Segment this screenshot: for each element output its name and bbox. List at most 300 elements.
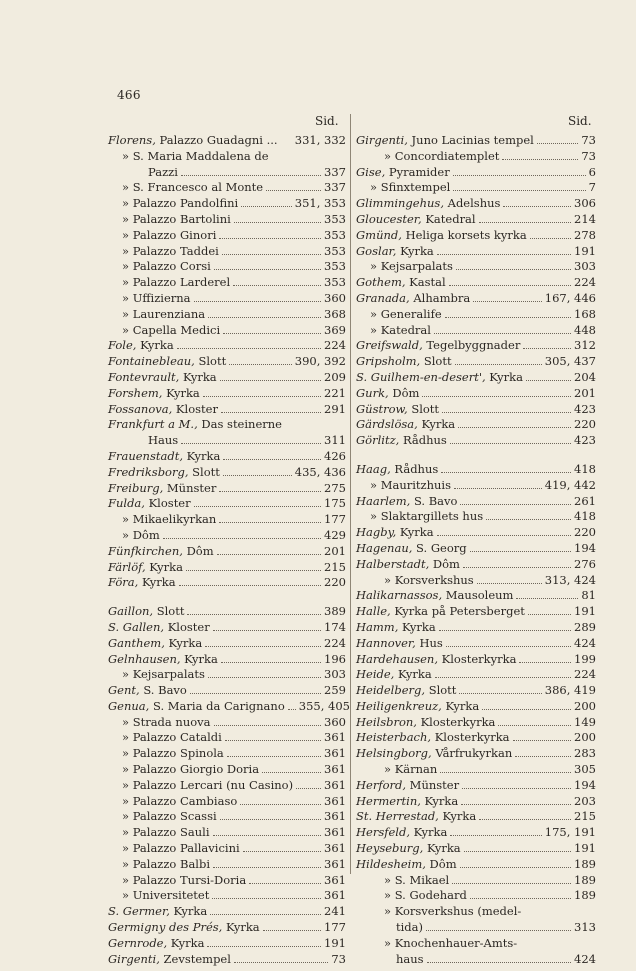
leader-dots bbox=[515, 755, 571, 757]
leader-dots bbox=[445, 316, 571, 318]
leader-dots bbox=[220, 818, 321, 820]
page-reference: 200 bbox=[574, 698, 596, 713]
page-reference: 386, 419 bbox=[544, 683, 596, 698]
index-entry bbox=[356, 904, 596, 920]
leader-dots bbox=[479, 221, 571, 223]
leader-dots bbox=[442, 411, 571, 413]
page-reference: 199 bbox=[574, 651, 596, 666]
index-subject: » Kejsarpalats bbox=[122, 667, 205, 682]
index-subject: » Knochenhauer-Amts- bbox=[384, 935, 518, 950]
index-term bbox=[384, 873, 449, 889]
leader-dots bbox=[519, 661, 571, 663]
leader-dots bbox=[456, 268, 571, 270]
index-entry bbox=[108, 133, 346, 149]
leader-dots bbox=[229, 363, 292, 365]
page-reference: 81 bbox=[581, 588, 596, 603]
index-subject: Kyrka bbox=[180, 651, 218, 666]
index-place: S. Germer, bbox=[108, 904, 170, 919]
index-place: Fredriksborg, bbox=[108, 464, 189, 479]
index-place: S. Gallen, bbox=[108, 619, 165, 634]
index-subject: Kloster bbox=[172, 401, 218, 416]
index-place: Freiburg, bbox=[108, 480, 164, 495]
index-term bbox=[370, 509, 483, 525]
index-subject: Dôm bbox=[429, 556, 460, 571]
page-reference: 278 bbox=[574, 227, 596, 242]
index-term bbox=[356, 370, 523, 386]
index-entry bbox=[356, 936, 596, 952]
index-subject: Kastal bbox=[405, 275, 446, 290]
index-term bbox=[108, 402, 218, 418]
leader-dots bbox=[454, 487, 542, 489]
page-reference: 418 bbox=[574, 509, 596, 524]
page-reference: 353 bbox=[324, 275, 346, 290]
index-entry bbox=[356, 370, 596, 386]
index-place: Gothem, bbox=[356, 275, 406, 290]
index-place: Gaillon, bbox=[108, 604, 154, 619]
index-entry bbox=[356, 746, 596, 762]
leader-dots bbox=[513, 739, 572, 741]
page-reference: 224 bbox=[324, 338, 346, 353]
index-entry bbox=[356, 509, 596, 525]
page-reference: 261 bbox=[574, 493, 596, 508]
page-reference: 361 bbox=[324, 872, 346, 887]
index-term bbox=[356, 652, 516, 668]
leader-dots bbox=[272, 159, 343, 160]
index-term bbox=[356, 778, 459, 794]
index-entry bbox=[108, 698, 350, 715]
page-reference: 312 bbox=[574, 338, 596, 353]
index-term bbox=[356, 746, 512, 762]
page-reference: 353 bbox=[324, 259, 346, 274]
index-subject: » Korsverkshus bbox=[384, 572, 474, 587]
index-entry bbox=[108, 370, 346, 386]
index-subject: Kyrka bbox=[396, 525, 434, 540]
page-reference: 6 bbox=[588, 164, 596, 179]
index-term bbox=[122, 730, 222, 746]
index-subject: » Palazzo Giorgio Doria bbox=[122, 762, 260, 777]
index-term bbox=[356, 699, 479, 715]
index-term bbox=[122, 778, 293, 794]
page-reference: 426 bbox=[324, 448, 346, 463]
leader-dots bbox=[530, 237, 571, 239]
index-subject: Slott bbox=[425, 683, 457, 698]
index-place: Florens, bbox=[108, 133, 156, 147]
index-subject: » Universitetet bbox=[122, 888, 210, 903]
leader-dots bbox=[223, 474, 292, 476]
index-place: Heisterbach, bbox=[356, 730, 432, 745]
index-term bbox=[108, 683, 187, 699]
page-reference: 418 bbox=[574, 461, 596, 476]
page-reference: 200 bbox=[574, 730, 596, 745]
index-entry bbox=[356, 525, 596, 541]
index-entry bbox=[108, 652, 346, 668]
index-subject: » Palazzo Spinola bbox=[122, 746, 224, 761]
page-reference: 203 bbox=[574, 793, 596, 808]
leader-dots bbox=[450, 442, 571, 444]
index-subject: Kyrka bbox=[417, 417, 456, 432]
leader-dots bbox=[227, 755, 321, 757]
index-entry bbox=[356, 165, 596, 181]
index-term bbox=[384, 762, 437, 778]
page-reference: 361 bbox=[324, 762, 346, 777]
index-subject: Kyrka bbox=[164, 635, 203, 650]
index-subject: Kyrka bbox=[420, 793, 459, 808]
page-reference: 191 bbox=[324, 935, 346, 950]
index-subject: Zevstempel bbox=[159, 951, 231, 966]
index-term bbox=[356, 604, 525, 620]
index-term bbox=[108, 544, 214, 560]
page-reference: 305 bbox=[574, 762, 596, 777]
index-place: Hamm, bbox=[356, 619, 399, 634]
leader-dots bbox=[426, 929, 571, 931]
index-subject: » Palazzo Sauli bbox=[122, 825, 210, 840]
leader-dots bbox=[234, 961, 328, 963]
index-place: Gripsholm, bbox=[356, 354, 421, 369]
index-subject: » Mikaelikyrkan bbox=[122, 512, 217, 527]
index-subject: Mausoleum bbox=[442, 588, 514, 603]
index-entry bbox=[356, 825, 596, 841]
index-subject: » S. Maria Maddalena de bbox=[122, 148, 269, 163]
index-entry bbox=[356, 573, 596, 589]
index-term bbox=[356, 857, 457, 873]
index-place: Gelnhausen, bbox=[108, 651, 181, 666]
index-entry bbox=[108, 620, 346, 636]
index-subject: Haus bbox=[148, 433, 179, 448]
index-place: Färlöf, bbox=[108, 559, 146, 574]
page-reference: 361 bbox=[324, 841, 346, 856]
index-entry bbox=[108, 307, 346, 323]
index-place: Forshem, bbox=[108, 385, 163, 400]
leader-dots bbox=[240, 803, 321, 805]
index-term bbox=[108, 496, 191, 512]
index-place: Gent, bbox=[108, 683, 140, 698]
leader-dots bbox=[422, 395, 571, 397]
leader-dots bbox=[486, 518, 571, 520]
index-entry bbox=[108, 888, 346, 904]
page-reference: 189 bbox=[574, 856, 596, 871]
index-term bbox=[356, 338, 520, 354]
index-term bbox=[122, 149, 269, 165]
page-reference: 337 bbox=[324, 164, 346, 179]
index-place: Fünfkirchen, bbox=[108, 543, 183, 558]
index-entry bbox=[356, 386, 596, 402]
index-place: Girgenti, bbox=[356, 133, 408, 147]
page-reference: 353 bbox=[324, 227, 346, 242]
index-term bbox=[356, 291, 470, 307]
index-term bbox=[356, 212, 476, 228]
page-reference: 189 bbox=[574, 872, 596, 887]
leader-dots bbox=[222, 253, 321, 255]
page-reference: 353 bbox=[324, 211, 346, 226]
index-term bbox=[122, 746, 224, 762]
leader-dots bbox=[181, 442, 321, 444]
index-entry bbox=[356, 478, 596, 494]
leader-dots bbox=[214, 724, 322, 726]
page-reference: 73 bbox=[331, 951, 346, 966]
page-reference: 306 bbox=[574, 196, 596, 211]
index-place: S. Guilhem-en-desert', bbox=[356, 369, 486, 384]
page-reference: 224 bbox=[574, 667, 596, 682]
index-subject: Münster bbox=[163, 480, 217, 495]
index-subject: Dôm bbox=[182, 543, 214, 558]
index-entry bbox=[108, 244, 346, 260]
page-reference: 390, 392 bbox=[294, 354, 346, 369]
page-reference: 259 bbox=[324, 683, 346, 698]
index-subject: » S. Godehard bbox=[384, 888, 467, 903]
index-entry bbox=[356, 920, 596, 936]
index-term bbox=[356, 715, 495, 731]
index-subject: » S. Mikael bbox=[384, 872, 450, 887]
index-subject: Slott bbox=[194, 354, 227, 369]
index-term bbox=[356, 228, 527, 244]
index-entry bbox=[108, 228, 346, 244]
index-entry bbox=[356, 699, 596, 715]
index-place: Greifswald, bbox=[356, 338, 423, 353]
leader-dots bbox=[281, 143, 292, 144]
index-place: Hannover, bbox=[356, 635, 416, 650]
index-entry bbox=[356, 841, 596, 857]
index-subject: Kyrka bbox=[441, 698, 480, 713]
index-subject: » Laurenziana bbox=[122, 306, 206, 321]
index-entry bbox=[356, 212, 596, 228]
index-term bbox=[122, 825, 210, 841]
index-term bbox=[356, 165, 450, 181]
leader-dots bbox=[427, 961, 571, 963]
index-term bbox=[356, 417, 455, 433]
index-term bbox=[356, 730, 510, 746]
index-subject: Kyrka bbox=[179, 369, 217, 384]
leader-dots bbox=[470, 897, 571, 899]
leader-dots bbox=[437, 253, 571, 255]
index-entry bbox=[356, 620, 596, 636]
index-entry bbox=[108, 920, 346, 936]
page-reference: 168 bbox=[574, 306, 596, 321]
index-term bbox=[148, 165, 178, 181]
leader-dots bbox=[462, 787, 571, 789]
index-entry bbox=[356, 636, 596, 652]
index-place: Hildesheim, bbox=[356, 856, 426, 871]
page-reference: 337 bbox=[324, 180, 346, 195]
page-reference: 283 bbox=[574, 746, 596, 761]
index-subject: Kyrka bbox=[182, 448, 221, 463]
index-term bbox=[108, 652, 218, 668]
page-reference: 275 bbox=[324, 480, 346, 495]
index-entry bbox=[356, 730, 596, 746]
leader-dots bbox=[470, 550, 571, 552]
index-entry bbox=[356, 778, 596, 794]
index-subject: » Palazzo Cataldi bbox=[122, 730, 222, 745]
index-term bbox=[356, 809, 476, 825]
page-reference: 361 bbox=[324, 825, 346, 840]
index-entry bbox=[356, 133, 596, 149]
index-subject: » Palazzo Taddei bbox=[122, 243, 219, 258]
index-place: Hersfeld, bbox=[356, 825, 410, 840]
index-term bbox=[122, 291, 191, 307]
index-term bbox=[370, 323, 431, 339]
index-entry bbox=[108, 730, 346, 746]
index-entry bbox=[108, 291, 346, 307]
index-subject: Pyramider bbox=[385, 164, 450, 179]
index-subject: Kyrka bbox=[485, 369, 523, 384]
index-entry bbox=[108, 496, 346, 512]
index-entry bbox=[108, 904, 346, 920]
page-reference: 361 bbox=[324, 777, 346, 792]
index-term bbox=[396, 920, 423, 936]
page-reference: 360 bbox=[324, 290, 346, 305]
index-subject: » Kärnan bbox=[384, 762, 438, 777]
page-reference: 167, 446 bbox=[544, 290, 596, 305]
leader-dots bbox=[464, 850, 571, 852]
page-reference: 369 bbox=[324, 322, 346, 337]
index-subject: » Slaktargillets hus bbox=[370, 509, 484, 524]
index-place: Goslar, bbox=[356, 243, 397, 258]
leader-dots bbox=[194, 505, 321, 507]
index-subject: Kyrka bbox=[410, 825, 448, 840]
page-number: 466 bbox=[117, 88, 141, 102]
index-term bbox=[108, 936, 204, 952]
index-entry bbox=[356, 541, 596, 557]
index-term bbox=[356, 557, 460, 573]
index-term bbox=[122, 259, 211, 275]
leader-dots bbox=[233, 284, 321, 286]
index-subject: Rådhus bbox=[390, 461, 439, 476]
page-reference: 289 bbox=[574, 619, 596, 634]
index-entry bbox=[356, 180, 596, 196]
leader-dots bbox=[452, 882, 571, 884]
leader-dots bbox=[194, 300, 322, 302]
index-subject: Kloster bbox=[164, 619, 210, 634]
index-term bbox=[108, 370, 217, 386]
leader-dots bbox=[221, 661, 321, 663]
page-reference: 149 bbox=[574, 714, 596, 729]
index-subject: Kyrka bbox=[398, 619, 436, 634]
index-entry bbox=[108, 560, 346, 576]
index-entry bbox=[108, 873, 346, 889]
page-reference: 194 bbox=[574, 540, 596, 555]
index-entry bbox=[356, 228, 596, 244]
index-entry bbox=[108, 936, 346, 952]
leader-dots bbox=[262, 771, 321, 773]
index-entry bbox=[108, 402, 346, 418]
index-place: Hardehausen, bbox=[356, 651, 438, 666]
index-term bbox=[108, 920, 260, 936]
page-reference: 73 bbox=[581, 148, 596, 163]
index-subject: Klosterkyrka bbox=[416, 714, 496, 729]
page-reference: 189 bbox=[574, 888, 596, 903]
index-subject: Alhambra bbox=[409, 290, 471, 305]
index-entry bbox=[108, 762, 346, 778]
index-term bbox=[108, 636, 202, 652]
index-subject: Münster bbox=[406, 777, 460, 792]
index-entry bbox=[356, 652, 596, 668]
page-reference: 424 bbox=[574, 951, 596, 966]
index-term bbox=[356, 825, 447, 841]
index-entry bbox=[356, 667, 596, 683]
index-subject: » Generalife bbox=[370, 306, 442, 321]
page-reference: 311 bbox=[324, 433, 346, 448]
index-term bbox=[356, 244, 434, 260]
index-entry bbox=[108, 259, 346, 275]
index-entry bbox=[108, 180, 346, 196]
leader-dots bbox=[210, 913, 321, 915]
index-term bbox=[122, 667, 205, 683]
index-place: Girgenti, bbox=[108, 951, 160, 966]
index-entry bbox=[108, 417, 346, 433]
leader-dots bbox=[181, 174, 321, 176]
index-place: Hagby, bbox=[356, 525, 397, 540]
index-subject: » Capella Medici bbox=[122, 322, 221, 337]
index-term bbox=[108, 575, 176, 591]
index-term bbox=[122, 888, 209, 904]
index-place: Helsingborg, bbox=[356, 746, 432, 761]
index-subject: » Palazzo Scassi bbox=[122, 809, 217, 824]
leader-dots bbox=[440, 771, 571, 773]
leader-dots bbox=[453, 189, 585, 191]
index-subject: » Palazzo Larderel bbox=[122, 275, 231, 290]
page-reference: 220 bbox=[324, 575, 346, 590]
index-subject: Kyrka bbox=[396, 243, 434, 258]
index-term bbox=[122, 307, 205, 323]
leader-dots bbox=[473, 300, 542, 302]
page-reference: 419, 442 bbox=[544, 477, 596, 492]
left-index-column bbox=[108, 133, 350, 967]
leader-dots bbox=[296, 787, 321, 789]
index-subject: Tegelbyggnader bbox=[422, 338, 521, 353]
page-reference: 361 bbox=[324, 793, 346, 808]
index-entry bbox=[356, 462, 596, 478]
page-reference: 305, 437 bbox=[544, 354, 596, 369]
page-reference: 194 bbox=[574, 777, 596, 792]
leader-dots bbox=[526, 379, 571, 381]
index-entry bbox=[108, 528, 346, 544]
page-reference: 424 bbox=[574, 635, 596, 650]
index-subject: S. Bavo bbox=[410, 493, 458, 508]
index-entry bbox=[356, 149, 596, 165]
index-term bbox=[108, 354, 226, 370]
leader-dots bbox=[223, 458, 321, 460]
index-term bbox=[108, 386, 200, 402]
page-reference: 196 bbox=[324, 651, 346, 666]
leader-dots bbox=[446, 645, 571, 647]
leader-dots bbox=[437, 534, 571, 536]
index-place: Ganthem, bbox=[108, 635, 165, 650]
leader-dots bbox=[208, 316, 321, 318]
leader-dots bbox=[455, 363, 542, 365]
index-subject: » Palazzo Ginori bbox=[122, 227, 217, 242]
index-subject: Adelshus bbox=[443, 196, 501, 211]
index-entry bbox=[356, 494, 596, 510]
index-subject: S. Georg bbox=[412, 540, 467, 555]
right-index-column bbox=[356, 133, 596, 967]
leader-dots bbox=[213, 629, 321, 631]
page-reference: 209 bbox=[324, 369, 346, 384]
index-subject: Kyrka bbox=[145, 559, 183, 574]
index-place: Gloucester, bbox=[356, 211, 422, 226]
index-subject: » Palazzo Cambiaso bbox=[122, 793, 238, 808]
leader-dots bbox=[520, 946, 593, 947]
index-term bbox=[356, 620, 436, 636]
index-entry bbox=[108, 449, 346, 465]
index-subject: » Palazzo Pandolfini bbox=[122, 196, 239, 211]
index-term bbox=[370, 478, 451, 494]
index-subject: Slott bbox=[420, 354, 452, 369]
page-reference: 361 bbox=[324, 856, 346, 871]
index-subject: Kyrka på Petersberget bbox=[390, 604, 525, 619]
index-entry bbox=[356, 433, 596, 449]
page-reference: 303 bbox=[574, 259, 596, 274]
index-term bbox=[108, 465, 220, 481]
index-term bbox=[356, 588, 513, 604]
